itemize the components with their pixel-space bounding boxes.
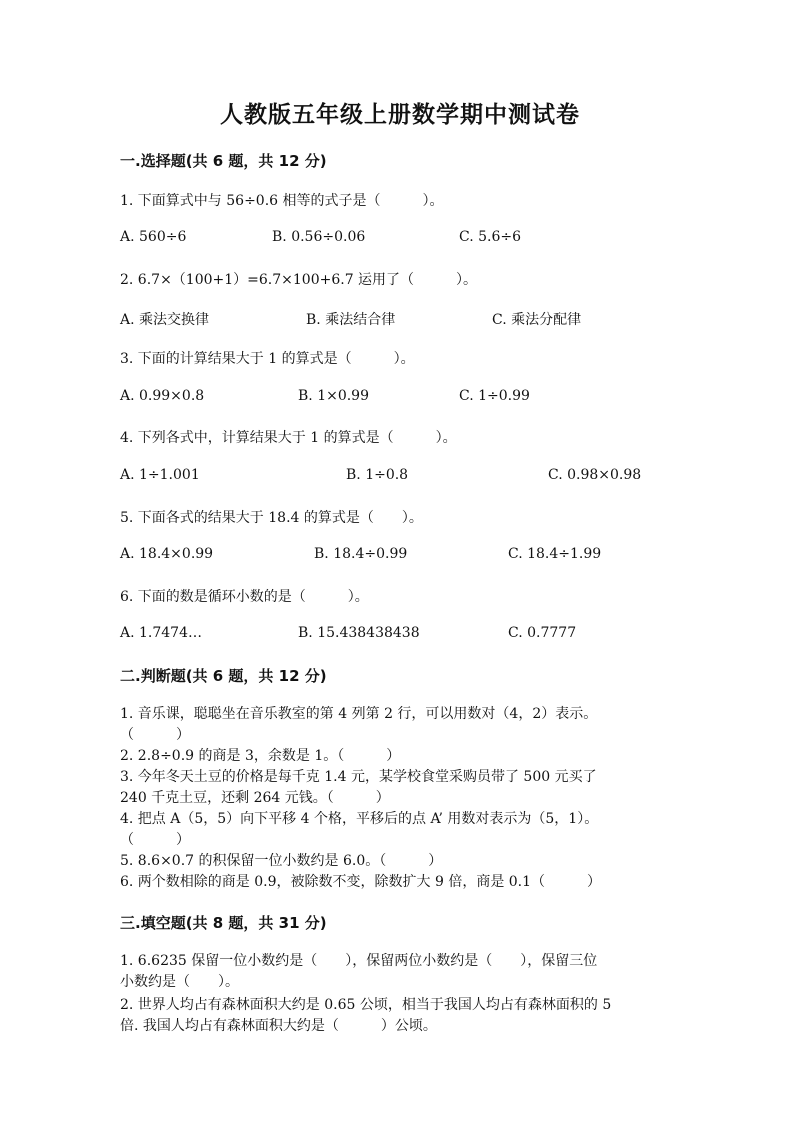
page-title: 人教版五年级上册数学期中测试卷 — [220, 102, 580, 128]
statement-line: 1. 音乐课，聪聪坐在音乐教室的第 4 列第 2 行，可以用数对（4，2）表示。 — [120, 706, 598, 722]
option-b: B. 1÷0.8 — [346, 467, 409, 483]
statement-line: 5. 8.6×0.7 的积保留一位小数约是 6.0。（ ） — [120, 853, 443, 869]
section-heading-choice: 一.选择题(共 6 题，共 12 分) — [120, 152, 327, 170]
question-stem: 3. 下面的计算结果大于 1 的算式是（ ）。 — [120, 351, 415, 367]
question-stem: 6. 下面的数是循环小数的是（ ）。 — [120, 589, 369, 605]
statement-line: （ ） — [120, 832, 190, 848]
option-c: C. 1÷0.99 — [459, 388, 530, 404]
option-c: C. 0.7777 — [508, 625, 577, 641]
option-a: A. 乘法交换律 — [120, 312, 210, 328]
option-c: C. 18.4÷1.99 — [508, 546, 602, 562]
statement-line: 2. 2.8÷0.9 的商是 3，余数是 1。（ ） — [120, 748, 401, 764]
option-a: A. 1.7474… — [120, 625, 202, 641]
statement-line: 3. 今年冬天土豆的价格是每千克 1.4 元，某学校食堂采购员带了 500 元买了 — [120, 769, 597, 785]
option-c: C. 5.6÷6 — [459, 229, 522, 245]
question-stem: 1. 下面算式中与 56÷0.6 相等的式子是（ ）。 — [120, 193, 444, 209]
fill-line: 小数约是（ ）。 — [120, 974, 239, 990]
fill-line: 1. 6.6235 保留一位小数约是（ ），保留两位小数约是（ ），保留三位 — [120, 953, 598, 969]
statement-line: 6. 两个数相除的商是 0.9，被除数不变，除数扩大 9 倍，商是 0.1（ ） — [120, 874, 602, 890]
option-a: A. 0.99×0.8 — [120, 388, 205, 404]
section-heading-true-false: 二.判断题(共 6 题，共 12 分) — [120, 667, 327, 685]
fill-line: 倍. 我国人均占有森林面积大约是（ ）公顷。 — [120, 1018, 437, 1034]
option-a: A. 1÷1.001 — [120, 467, 200, 483]
option-b: B. 18.4÷0.99 — [314, 546, 408, 562]
option-b: B. 乘法结合律 — [306, 312, 396, 328]
question-stem: 4. 下列各式中，计算结果大于 1 的算式是（ ）。 — [120, 430, 457, 446]
statement-line: 4. 把点 A（5，5）向下平移 4 个格，平移后的点 A’ 用数对表示为（5，1）。 — [120, 811, 599, 827]
option-c: C. 0.98×0.98 — [548, 467, 642, 483]
option-b: B. 15.438438438 — [298, 625, 420, 641]
question-stem: 2. 6.7×（100+1）=6.7×100+6.7 运用了（ ）。 — [120, 272, 478, 288]
question-stem: 5. 下面各式的结果大于 18.4 的算式是（ ）。 — [120, 510, 423, 526]
option-a: A. 560÷6 — [120, 229, 187, 245]
option-b: B. 0.56÷0.06 — [272, 229, 366, 245]
statement-line: 240 千克土豆，还剩 264 元钱。（ ） — [120, 790, 390, 806]
statement-line: （ ） — [120, 727, 190, 743]
option-c: C. 乘法分配律 — [492, 312, 582, 328]
section-heading-fill-blank: 三.填空题(共 8 题，共 31 分) — [120, 914, 327, 932]
fill-line: 2. 世界人均占有森林面积大约是 0.65 公顷，相当于我国人均占有森林面积的 5 — [120, 997, 612, 1013]
option-a: A. 18.4×0.99 — [120, 546, 214, 562]
option-b: B. 1×0.99 — [298, 388, 369, 404]
